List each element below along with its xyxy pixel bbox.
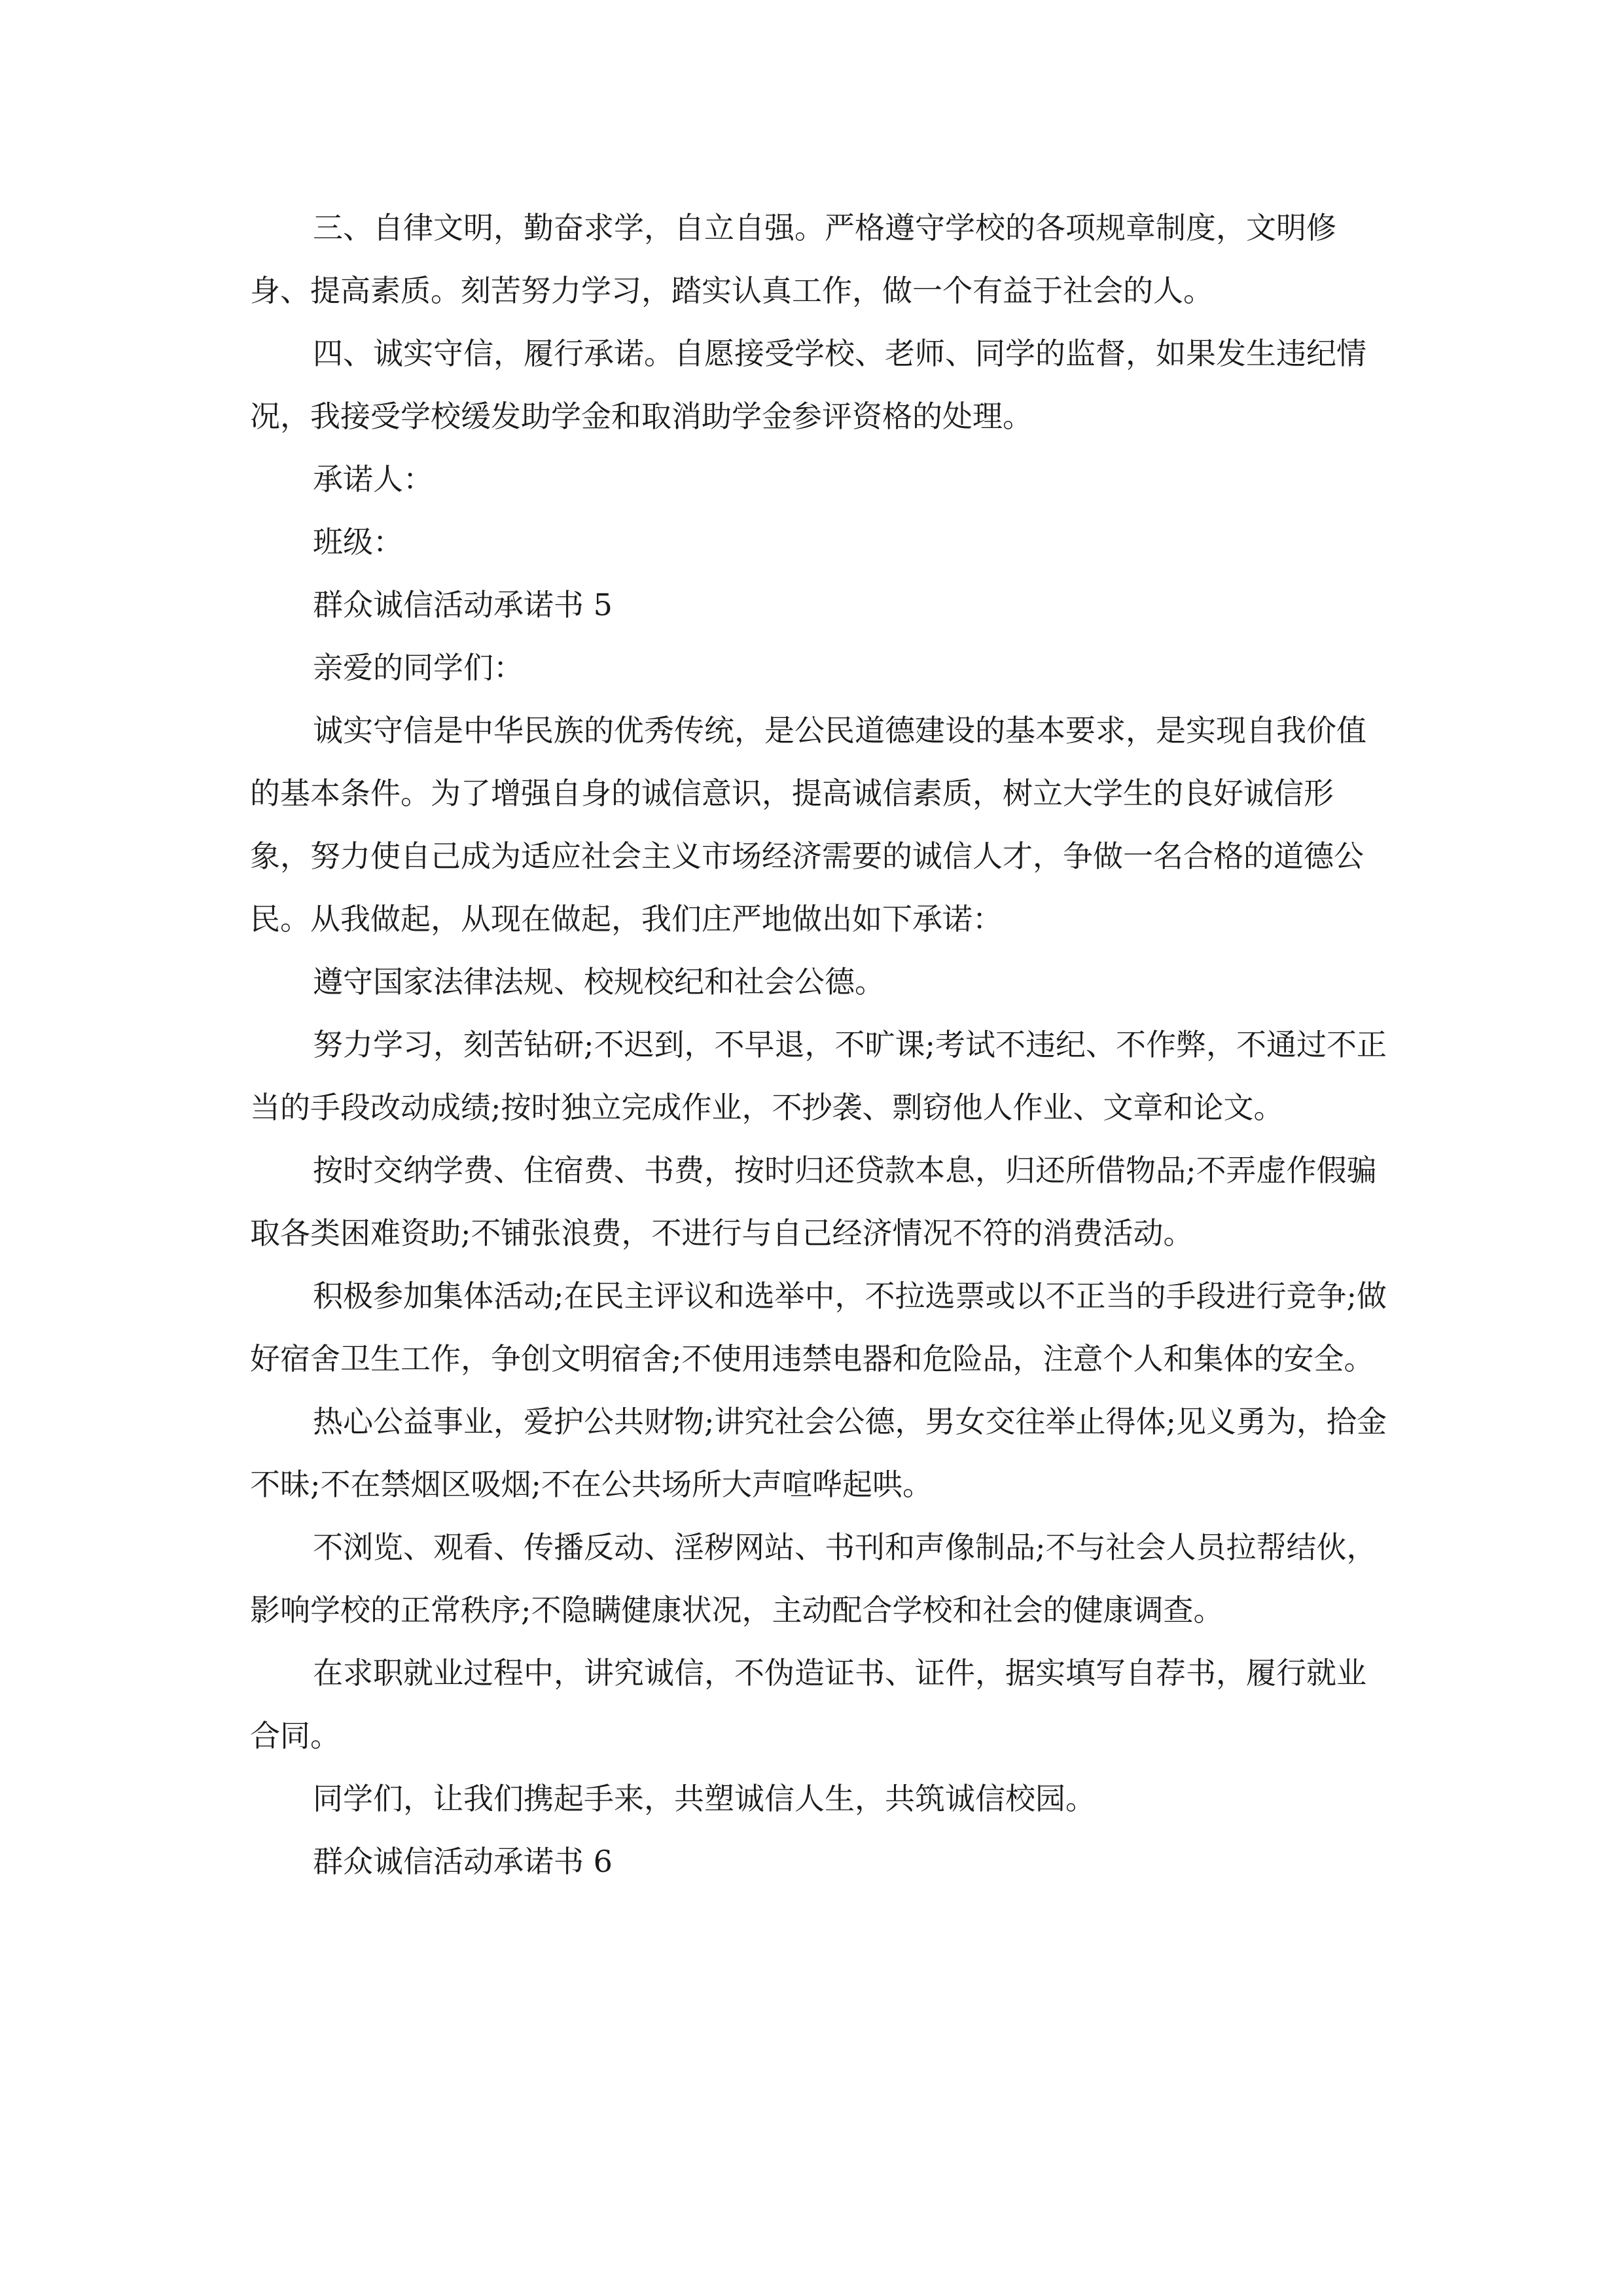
section-title: 群众诚信活动承诺书 6 — [313, 1844, 613, 1879]
paragraph: 努力学习，刻苦钻研;不迟到，不早退，不旷课;考试不违纪、不作弊，不通过不正当的手段改动成绩;按时独立完成作业，不抄袭、剽窃他人作业、文章和论文。 — [250, 1027, 1387, 1125]
document-body — [250, 196, 1389, 1893]
paragraph: 不浏览、观看、传播反动、淫秽网站、书刊和声像制品;不与社会人员拉帮结伙，影响学校的正常秩序;不隐瞒健康状况，主动配合学校和社会的健康调查。 — [250, 1530, 1377, 1628]
paragraph: 在求职就业过程中，讲究诚信，不伪造证书、证件，据实填写自荐书，履行就业合同。 — [250, 1655, 1366, 1753]
salutation: 亲爱的同学们： — [313, 650, 524, 685]
paragraph: 遵守国家法律法规、校规校纪和社会公德。 — [313, 964, 885, 999]
paragraph: 四、诚实守信，履行承诺。自愿接受学校、老师、同学的监督，如果发生违纪情况，我接受学校缓发助学金和取消助学金参评资格的处理。 — [250, 336, 1366, 434]
section-title: 群众诚信活动承诺书 5 — [313, 587, 613, 622]
paragraph: 诚实守信是中华民族的优秀传统，是公民道德建设的基本要求，是实现自我价值的基本条件。为了增强自身的诚信意识，提高诚信素质，树立大学生的良好诚信形象，努力使自己成为适应社会主义市场经济需要的诚信人才，争做一名合格的道德公民。从我做起，从现在做起，我们庄严地做出如下承诺： — [250, 713, 1366, 937]
class-label: 班级： — [313, 524, 403, 560]
paragraph: 热心公益事业，爱护公共财物;讲究社会公德，男女交往举止得体;见义勇为，拾金不昧;不在禁烟区吸烟;不在公共场所大声喧哗起哄。 — [250, 1404, 1387, 1502]
paragraph: 积极参加集体活动;在民主评议和选举中，不拉选票或以不正当的手段进行竞争;做好宿舍卫生工作，争创文明宿舍;不使用违禁电器和危险品，注意个人和集体的安全。 — [250, 1278, 1387, 1376]
paragraph: 三、自律文明，勤奋求学，自立自强。严格遵守学校的各项规章制度，文明修身、提高素质。刻苦努力学习，踏实认真工作，做一个有益于社会的人。 — [250, 210, 1336, 308]
paragraph: 按时交纳学费、住宿费、书费，按时归还贷款本息，归还所借物品;不弄虚作假骗取各类困难资助;不铺张浪费，不进行与自己经济情况不符的消费活动。 — [250, 1153, 1377, 1251]
signatory-label: 承诺人： — [313, 461, 433, 497]
paragraph: 同学们，让我们携起手来，共塑诚信人生，共筑诚信校园。 — [313, 1781, 1096, 1816]
